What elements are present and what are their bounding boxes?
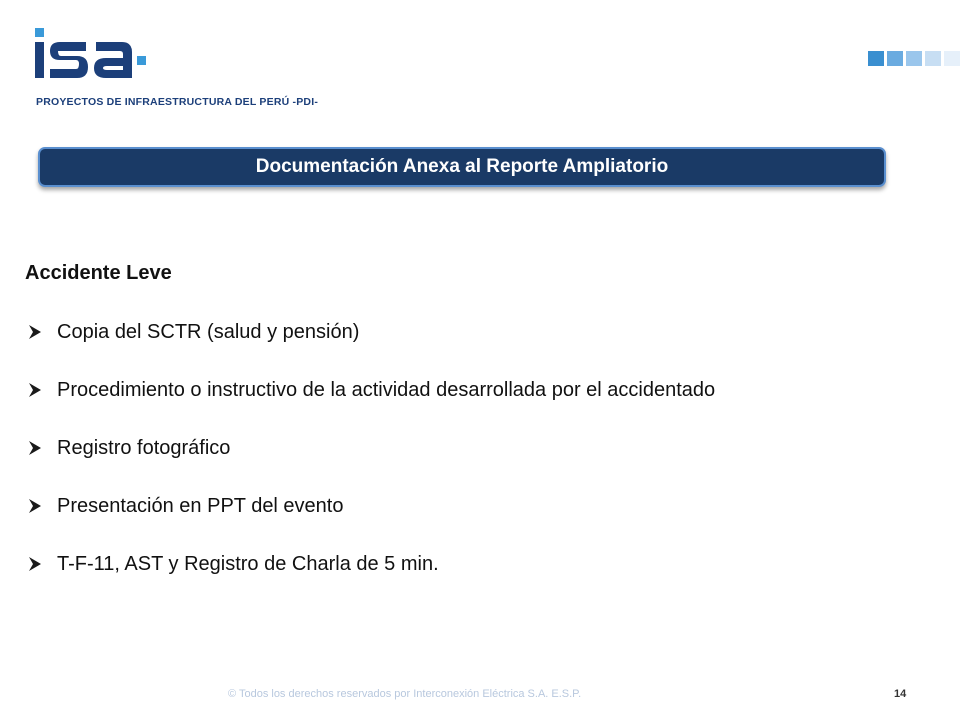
list-item (25, 492, 715, 520)
title-banner (38, 147, 886, 187)
bullet-list (25, 318, 715, 608)
list-item-text: Registro fotográfico (57, 436, 231, 459)
slide-title: Documentación Anexa al Reporte Ampliatorio (255, 156, 669, 177)
list-item (25, 318, 715, 346)
section-heading: Accidente Leve (25, 262, 172, 284)
decor-square (887, 51, 903, 66)
arrow-bullet-icon (28, 440, 42, 456)
arrow-bullet-icon (28, 498, 42, 514)
arrow-bullet-icon (28, 382, 42, 398)
copyright-footer: © Todos los derechos reservados por Interconexión Eléctrica S.A. E.S.P. (228, 688, 582, 700)
list-item-text: Presentación en PPT del evento (57, 494, 344, 517)
decor-square (944, 51, 960, 66)
decor-square (868, 51, 884, 66)
decor-square (925, 51, 941, 66)
list-item (25, 376, 715, 404)
decorative-squares (868, 51, 960, 66)
list-item-text: T-F-11, AST y Registro de Charla de 5 min. (57, 552, 439, 575)
arrow-bullet-icon (28, 324, 42, 340)
decor-square (906, 51, 922, 66)
company-subtitle: PROYECTOS DE INFRAESTRUCTURA DEL PERÚ -PDI- (36, 96, 319, 108)
list-item-text: Procedimiento o instructivo de la actividad desarrollada por el accidentado (57, 378, 716, 401)
list-item-text: Copia del SCTR (salud y pensión) (57, 320, 360, 343)
arrow-bullet-icon (28, 556, 42, 572)
isa-logo-mark (30, 28, 160, 88)
list-item (25, 434, 715, 462)
list-item (25, 550, 715, 578)
page-number: 14 (894, 688, 907, 700)
